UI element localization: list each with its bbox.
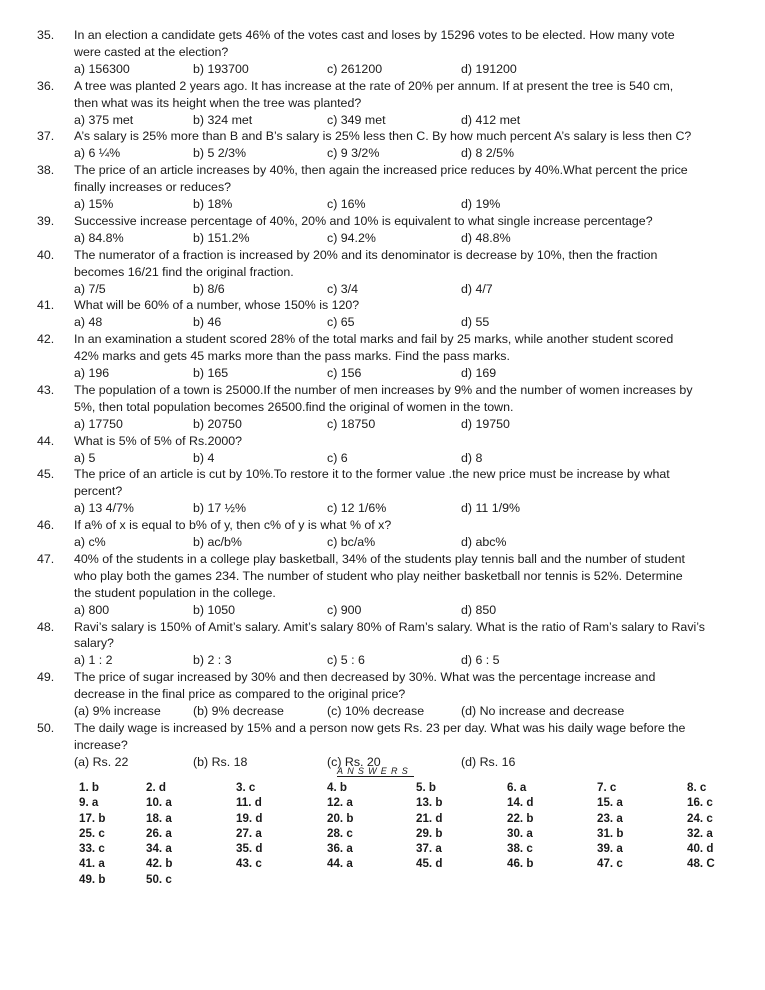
options-row <box>37 534 737 551</box>
option-d: d) 169 <box>461 366 497 381</box>
option-a: a) 13 4/7% <box>74 501 134 516</box>
answer-entry: 2. d <box>146 781 166 794</box>
answer-row <box>0 795 765 810</box>
answer-entry: 18. a <box>146 811 172 825</box>
answer-row <box>0 811 765 826</box>
answer-entry: 11. d <box>236 796 262 810</box>
option-a: a) 15% <box>74 197 114 212</box>
question-item <box>37 466 737 517</box>
option-a: a) 196 <box>74 366 110 381</box>
answer-entry: 28. c <box>327 826 353 840</box>
question-number: 38. <box>37 163 55 178</box>
question-text: percent? <box>74 484 123 499</box>
question-item <box>37 669 737 720</box>
answer-entry: 23. a <box>597 811 623 825</box>
question-item <box>37 619 737 670</box>
option-b: b) 20750 <box>193 416 242 431</box>
answer-entry: 16. c <box>687 796 713 810</box>
answer-entry: 35. d <box>236 842 263 856</box>
answer-entry: 34. a <box>146 842 172 856</box>
question-text: becomes 16/21 find the original fraction. <box>74 264 294 279</box>
answer-row <box>0 856 765 871</box>
option-b: b) 151.2% <box>193 230 250 245</box>
option-b: b) 2 : 3 <box>193 653 232 668</box>
option-b: b) 4 <box>193 450 215 465</box>
answer-entry: 42. b <box>146 857 173 871</box>
question-number: 47. <box>37 551 55 566</box>
question-text: the student population in the college. <box>74 585 276 600</box>
question-number: 44. <box>37 433 55 448</box>
question-line <box>37 686 737 703</box>
question-line <box>37 382 737 399</box>
question-text: The population of a town is 25000.If the number of men increases by 9% and the number of women increases by <box>74 382 693 397</box>
question-item <box>37 551 737 619</box>
option-a: a) 375 met <box>74 112 134 127</box>
answer-entry: 25. c <box>79 826 105 840</box>
question-line <box>37 331 737 348</box>
answer-key-grid <box>0 780 765 887</box>
option-a: a) 1 : 2 <box>74 653 113 668</box>
question-line <box>37 737 737 754</box>
question-text: Successive increase percentage of 40%, 20% and 10% is equivalent to what single increase percentage? <box>74 213 653 228</box>
question-number: 36. <box>37 78 55 93</box>
question-text: The price of an article increases by 40%, then again the increased price reduces by 40%.What percent the price <box>74 163 688 178</box>
option-c: c) 900 <box>327 602 362 617</box>
option-d: d) abc% <box>461 535 507 550</box>
answer-entry: 12. a <box>327 796 353 810</box>
option-b: (b) Rs. 18 <box>193 754 248 769</box>
question-item <box>37 162 737 213</box>
answer-entry: 40. d <box>687 842 714 856</box>
question-number: 43. <box>37 382 55 397</box>
answer-row <box>0 841 765 856</box>
option-a: a) 6 ¼% <box>74 146 121 161</box>
option-d: d) 4/7 <box>461 281 493 296</box>
option-c: (c) Rs. 20 <box>327 754 381 769</box>
question-text: decrease in the final price as compared to the original price? <box>74 687 406 702</box>
option-b: b) 193700 <box>193 61 249 76</box>
answer-entry: 38. c <box>507 842 533 856</box>
question-item <box>37 27 737 78</box>
answer-entry: 4. b <box>327 781 347 794</box>
question-list <box>37 27 737 771</box>
answer-entry: 14. d <box>507 796 534 810</box>
question-item <box>37 382 737 433</box>
question-text: In an election a candidate gets 46% of the votes cast and loses by 15296 votes to be elected. How many vote <box>74 28 675 42</box>
question-line <box>37 551 737 568</box>
question-number: 40. <box>37 247 55 262</box>
answer-entry: 3. c <box>236 781 256 794</box>
option-a: a) 800 <box>74 602 110 617</box>
answer-entry: 6. a <box>507 781 527 794</box>
answer-entry: 46. b <box>507 857 534 871</box>
question-item <box>37 433 737 467</box>
answer-row <box>0 780 765 795</box>
option-d: d) 55 <box>461 315 490 330</box>
option-c: c) 12 1/6% <box>327 501 387 516</box>
option-d: d) 8 2/5% <box>461 146 515 161</box>
question-line <box>37 247 737 264</box>
options-row <box>37 416 737 433</box>
question-line <box>37 635 737 652</box>
option-b: b) 18% <box>193 197 233 212</box>
question-number: 35. <box>37 28 55 42</box>
options-row <box>37 703 737 720</box>
question-item <box>37 297 737 331</box>
answer-entry: 29. b <box>416 826 443 840</box>
options-row <box>37 196 737 213</box>
question-line <box>37 399 737 416</box>
question-line <box>37 466 737 483</box>
answer-entry: 44. a <box>327 857 353 871</box>
question-text: increase? <box>74 737 128 752</box>
option-a: (a) Rs. 22 <box>74 754 129 769</box>
answer-entry: 8. c <box>687 781 707 794</box>
option-b: b) 46 <box>193 315 222 330</box>
option-a: a) 48 <box>74 315 103 330</box>
answer-entry: 17. b <box>79 811 106 825</box>
answers-heading: ANSWERS <box>337 766 412 776</box>
option-c: c) 9 3/2% <box>327 146 380 161</box>
option-b: b) 324 met <box>193 112 253 127</box>
option-d: d) 11 1/9% <box>461 501 521 516</box>
question-item <box>37 517 737 551</box>
option-c: (c) 10% decrease <box>327 704 425 719</box>
question-text: A tree was planted 2 years ago. It has increase at the rate of 20% per annum. If at present the tree is 540 cm, <box>74 78 674 93</box>
question-number: 42. <box>37 332 55 347</box>
question-text: Ravi’s salary is 150% of Amit’s salary. Amit’s salary 80% of Ram’s salary. What is the ratio of Ram’s salary to Ravi’s <box>74 619 705 634</box>
answer-entry: 27. a <box>236 826 262 840</box>
answer-entry: 47. c <box>597 857 623 871</box>
question-text: 5%, then total population becomes 26500.find the original of women in the town. <box>74 399 514 414</box>
question-line <box>37 297 737 314</box>
question-text: 42% marks and gets 45 marks more than the pass marks. Find the pass marks. <box>74 349 510 364</box>
question-text: were casted at the election? <box>74 44 229 59</box>
question-number: 37. <box>37 129 55 144</box>
options-row <box>37 112 737 129</box>
question-line <box>37 517 737 534</box>
option-c: c) 65 <box>327 315 355 330</box>
question-line <box>37 669 737 686</box>
option-d: d) 850 <box>461 602 497 617</box>
answer-entry: 43. c <box>236 857 262 871</box>
option-c: c) 6 <box>327 450 348 465</box>
question-number: 41. <box>37 298 55 313</box>
question-line <box>37 483 737 500</box>
option-c: c) 18750 <box>327 416 376 431</box>
question-text: then what was its height when the tree was planted? <box>74 95 362 110</box>
answer-entry: 36. a <box>327 842 353 856</box>
question-text: If a% of x is equal to b% of y, then c% of y is what % of x? <box>74 518 392 533</box>
answer-entry: 24. c <box>687 811 713 825</box>
answer-entry: 33. c <box>79 842 105 856</box>
answer-entry: 10. a <box>146 796 172 810</box>
answer-row <box>0 872 765 887</box>
answer-row <box>0 826 765 841</box>
answer-entry: 39. a <box>597 842 623 856</box>
options-row <box>37 145 737 162</box>
question-item <box>37 247 737 298</box>
option-c: c) 94.2% <box>327 230 376 245</box>
question-item <box>37 331 737 382</box>
option-b: b) 1050 <box>193 602 236 617</box>
options-row <box>37 230 737 247</box>
question-item <box>37 78 737 129</box>
answer-entry: 15. a <box>597 796 623 810</box>
answer-entry: 7. c <box>597 781 617 794</box>
answer-entry: 20. b <box>327 811 354 825</box>
answer-entry: 30. a <box>507 826 533 840</box>
option-d: d) 19750 <box>461 416 510 431</box>
question-text: What will be 60% of a number, whose 150% is 120? <box>74 298 360 313</box>
question-number: 39. <box>37 213 55 228</box>
option-c: c) 16% <box>327 197 366 212</box>
answer-entry: 48. C <box>687 857 715 871</box>
question-text: In an examination a student scored 28% of the total marks and fail by 25 marks, while another student scored <box>74 332 674 347</box>
question-text: The numerator of a fraction is increased by 20% and its denominator is decrease by 10%, then the fraction <box>74 247 658 262</box>
answer-entry: 31. b <box>597 826 624 840</box>
question-line <box>37 585 737 602</box>
answer-entry: 49. b <box>79 872 106 886</box>
question-line <box>37 264 737 281</box>
question-number: 49. <box>37 670 55 685</box>
options-row <box>37 652 737 669</box>
options-row <box>37 61 737 78</box>
option-d: d) 48.8% <box>461 230 511 245</box>
option-b: b) ac/b% <box>193 535 242 550</box>
question-number: 46. <box>37 518 55 533</box>
option-d: (d) Rs. 16 <box>461 754 516 769</box>
question-line <box>37 619 737 636</box>
options-row <box>37 602 737 619</box>
answer-entry: 37. a <box>416 842 442 856</box>
answer-entry: 32. a <box>687 826 713 840</box>
options-row <box>37 500 737 517</box>
question-line <box>37 213 737 230</box>
question-item <box>37 720 737 771</box>
question-text: The price of sugar increased by 30% and then decreased by 30%. What was the percentage increase and <box>74 670 656 685</box>
option-d: d) 19% <box>461 197 501 212</box>
question-line <box>37 128 737 145</box>
option-d: d) 191200 <box>461 61 517 76</box>
question-text: What is 5% of 5% of Rs.2000? <box>74 433 243 448</box>
answer-entry: 9. a <box>79 796 99 810</box>
question-text: finally increases or reduces? <box>74 180 232 195</box>
option-b: b) 17 ½% <box>193 501 247 516</box>
option-d: d) 412 met <box>461 112 521 127</box>
question-item <box>37 128 737 162</box>
option-c: c) 5 : 6 <box>327 653 365 668</box>
question-text: salary? <box>74 636 114 651</box>
answer-entry: 41. a <box>79 857 105 871</box>
question-text: who play both the games 234. The number of student who play neither basketball nor tennis is 52%. Determine <box>74 568 683 583</box>
option-a: a) 7/5 <box>74 281 106 296</box>
options-row <box>37 314 737 331</box>
question-number: 48. <box>37 619 55 634</box>
answer-entry: 22. b <box>507 811 534 825</box>
answer-entry: 50. c <box>146 872 172 886</box>
answer-entry: 26. a <box>146 826 172 840</box>
question-line <box>37 44 737 61</box>
option-b: b) 5 2/3% <box>193 146 247 161</box>
option-b: b) 8/6 <box>193 281 225 296</box>
question-line <box>37 568 737 585</box>
question-line <box>37 27 737 44</box>
question-text: A’s salary is 25% more than B and B’s salary is 25% less then C. By how much percent A’s salary is less then C? <box>74 129 692 144</box>
question-text: The price of an article is cut by 10%.To restore it to the former value .the new price must be increase by what <box>74 467 670 482</box>
option-a: (a) 9% increase <box>74 704 161 719</box>
question-number: 45. <box>37 467 55 482</box>
answer-entry: 45. d <box>416 857 443 871</box>
question-item <box>37 213 737 247</box>
option-d: d) 8 <box>461 450 483 465</box>
option-c: c) 261200 <box>327 61 383 76</box>
options-row <box>37 450 737 467</box>
option-a: a) 17750 <box>74 416 123 431</box>
option-c: c) 349 met <box>327 112 386 127</box>
options-row <box>37 365 737 382</box>
option-c: c) 3/4 <box>327 281 358 296</box>
answer-entry: 5. b <box>416 781 436 794</box>
question-line <box>37 78 737 95</box>
question-number: 50. <box>37 720 55 735</box>
option-d: (d) No increase and decrease <box>461 704 625 719</box>
option-b: b) 165 <box>193 366 229 381</box>
option-a: a) 156300 <box>74 61 130 76</box>
question-line <box>37 162 737 179</box>
question-line <box>37 433 737 450</box>
question-text: 40% of the students in a college play basketball, 34% of the students play tennis ball and the number of student <box>74 551 685 566</box>
option-b: (b) 9% decrease <box>193 704 284 719</box>
question-line <box>37 95 737 112</box>
answer-entry: 19. d <box>236 811 263 825</box>
options-row <box>37 281 737 298</box>
question-line <box>37 720 737 737</box>
answer-entry: 13. b <box>416 796 443 810</box>
option-a: a) 5 <box>74 450 96 465</box>
option-a: a) c% <box>74 535 106 550</box>
question-text: The daily wage is increased by 15% and a person now gets Rs. 23 per day. What was his daily wage before the <box>74 720 686 735</box>
question-line <box>37 348 737 365</box>
option-d: d) 6 : 5 <box>461 653 500 668</box>
option-a: a) 84.8% <box>74 230 124 245</box>
answer-entry: 21. d <box>416 811 443 825</box>
question-line <box>37 179 737 196</box>
option-c: c) 156 <box>327 366 362 381</box>
answer-entry: 1. b <box>79 781 99 794</box>
option-c: c) bc/a% <box>327 535 376 550</box>
